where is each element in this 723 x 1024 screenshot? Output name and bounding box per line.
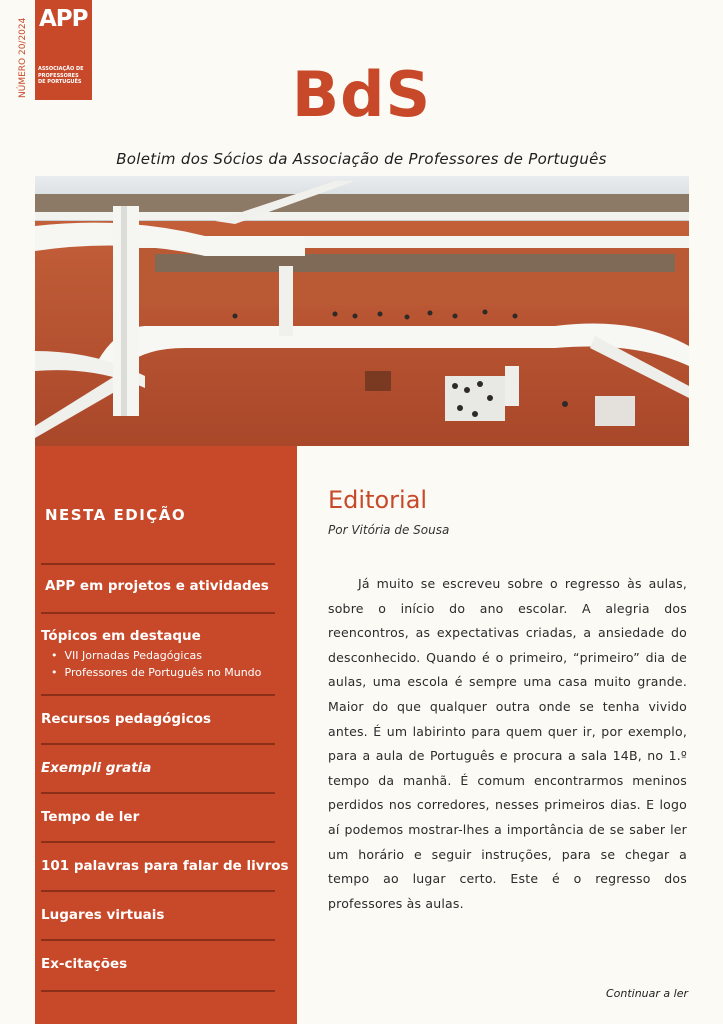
masthead-title: BdS xyxy=(291,58,432,131)
continue-reading-link[interactable]: Continuar a ler xyxy=(605,987,688,1000)
sidebar-divider xyxy=(41,694,275,696)
sidebar-divider xyxy=(41,939,275,941)
logo-line: PROFESSORES xyxy=(38,72,79,79)
sidebar-item-topicos-destaque[interactable]: Tópicos em destaque xyxy=(41,628,201,644)
sidebar-divider xyxy=(41,612,275,614)
issue-number: NÚMERO 20/2024 xyxy=(18,17,28,98)
sidebar-item-exempli-gratia[interactable]: Exempli gratia xyxy=(41,760,152,776)
editorial-author: Por Vitória de Sousa xyxy=(328,523,450,537)
sidebar-title: NESTA EDIÇÃO xyxy=(45,506,187,524)
sidebar-divider xyxy=(41,743,275,745)
sidebar-item-recursos[interactable]: Recursos pedagógicos xyxy=(41,711,212,727)
library-photo xyxy=(35,176,689,446)
editorial-body: Já muito se escreveu sobre o regresso às aulas, sobre o início do ano escolar. A alegria dos reencontros, as expectativas criadas, a ansiedade do desconhecido. Quando é o primeiro, “primeiro” dia de aulas, uma escola é sempre uma casa muito grande. Maior do que qualquer outra onde se tenha vivido antes. É um labirinto para quem quer ir, por exemplo, para a aula de Português e procura a sala 14B, no 1.º tempo da manhã. É comum encontrarmos meninos perdidos nos corredores, nesses primeiros dias. E logo aí podemos mostrar-lhes a importância de se saber ler um horário e seguir instruções, para se chegar a tempo ao lugar certo. Este é o regresso dos professores às aulas. xyxy=(328,576,687,911)
editorial-heading: Editorial xyxy=(328,486,428,514)
sidebar-item-ex-citacoes[interactable]: Ex-citações xyxy=(41,956,128,972)
logo-line: DE PORTUGUÊS xyxy=(38,79,82,85)
sidebar-item-app-projetos[interactable]: APP em projetos e atividades xyxy=(45,578,269,594)
sidebar-item-lugares-virtuais[interactable]: Lugares virtuais xyxy=(41,907,165,923)
logo-app-text: APP xyxy=(39,6,88,32)
sidebar-item-101-palavras[interactable]: 101 palavras para falar de livros xyxy=(41,858,289,874)
sidebar-subitem-professores-mundo[interactable]: • Professores de Português no Mundo xyxy=(51,666,261,679)
sidebar-subitem-jornadas[interactable]: • VII Jornadas Pedagógicas xyxy=(51,649,202,662)
sidebar-divider xyxy=(41,890,275,892)
masthead-subtitle: Boletim dos Sócios da Associação de Professores de Português xyxy=(116,150,607,168)
sidebar-divider xyxy=(41,792,275,794)
sidebar-divider xyxy=(41,841,275,843)
sidebar-in-this-edition xyxy=(35,446,297,1024)
sidebar-item-tempo-de-ler[interactable]: Tempo de ler xyxy=(41,809,140,825)
logo-line: ASSOCIAÇÃO DE xyxy=(38,66,84,72)
library-photo-illustration xyxy=(35,176,689,446)
sidebar-divider xyxy=(41,563,275,565)
sidebar-divider xyxy=(41,990,275,992)
